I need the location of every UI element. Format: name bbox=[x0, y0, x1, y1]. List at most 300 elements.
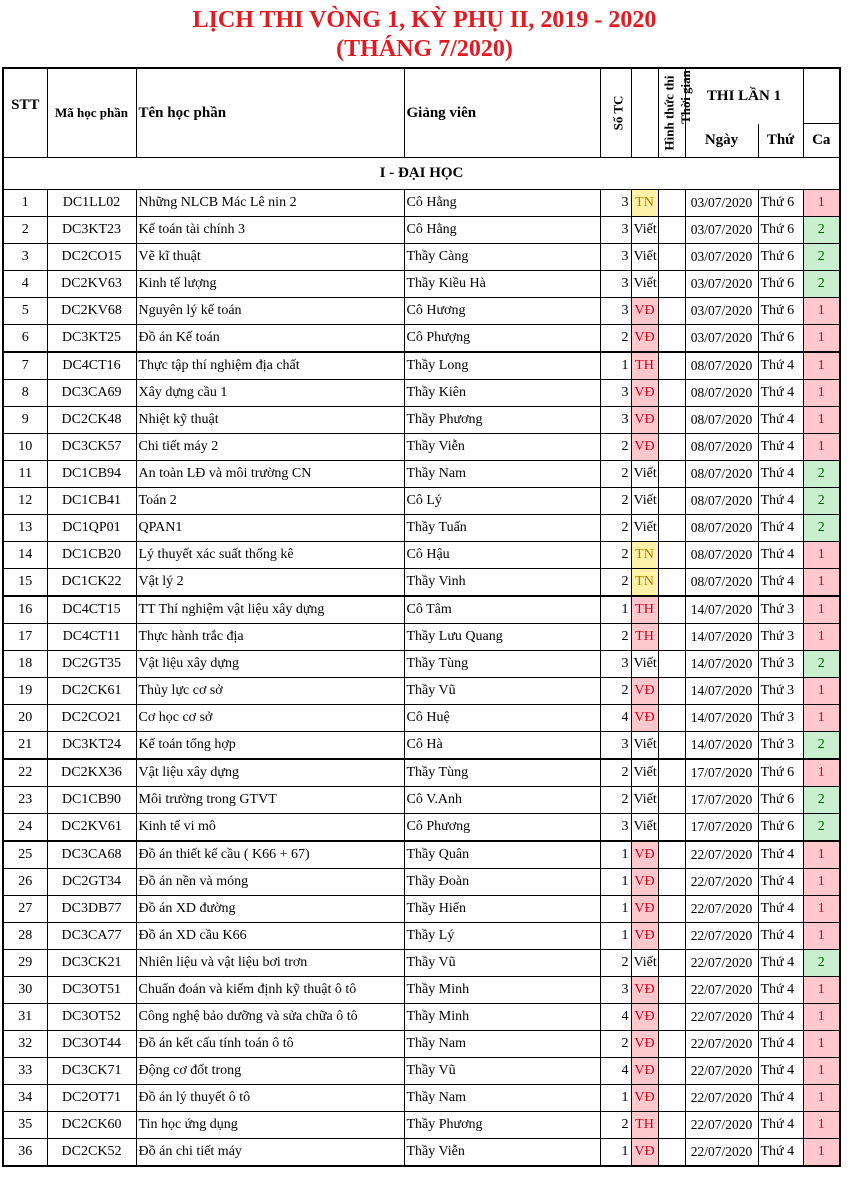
cell-thoi-gian bbox=[658, 217, 685, 244]
header-hinh-thuc-thi: Hình thức thi bbox=[631, 68, 658, 158]
cell-hinh-thuc-thi: Viết bbox=[631, 732, 658, 760]
cell-thoi-gian bbox=[658, 542, 685, 569]
cell-thoi-gian bbox=[658, 434, 685, 461]
cell-ca: 1 bbox=[803, 569, 840, 597]
cell-ten-hoc-phan: Đồ án lý thuyết ô tô bbox=[136, 1085, 404, 1112]
cell-ngay: 08/07/2020 bbox=[685, 434, 758, 461]
cell-hinh-thuc-thi: TH bbox=[631, 1112, 658, 1139]
table-row bbox=[3, 461, 840, 488]
cell-stt: 20 bbox=[3, 705, 47, 732]
cell-ca: 1 bbox=[803, 841, 840, 869]
cell-so-tc: 2 bbox=[600, 950, 631, 977]
header-thoi-gian: Thời gian bbox=[658, 68, 685, 158]
table-row bbox=[3, 1058, 840, 1085]
cell-giang-vien: Thầy Tùng bbox=[404, 759, 600, 787]
cell-thoi-gian bbox=[658, 271, 685, 298]
cell-hinh-thuc-thi: TN bbox=[631, 190, 658, 217]
cell-stt: 23 bbox=[3, 787, 47, 814]
cell-ngay: 14/07/2020 bbox=[685, 596, 758, 624]
cell-ngay: 03/07/2020 bbox=[685, 217, 758, 244]
cell-ten-hoc-phan: QPAN1 bbox=[136, 515, 404, 542]
cell-thoi-gian bbox=[658, 352, 685, 380]
cell-ngay: 14/07/2020 bbox=[685, 624, 758, 651]
cell-ten-hoc-phan: Đồ án XD cầu K66 bbox=[136, 923, 404, 950]
cell-ma-hoc-phan: DC1QP01 bbox=[47, 515, 136, 542]
cell-hinh-thuc-thi: VĐ bbox=[631, 923, 658, 950]
cell-ten-hoc-phan: Đồ án thiết kế cầu ( K66 + 67) bbox=[136, 841, 404, 869]
cell-ma-hoc-phan: DC3OT44 bbox=[47, 1031, 136, 1058]
cell-ca: 1 bbox=[803, 1031, 840, 1058]
cell-hinh-thuc-thi: VĐ bbox=[631, 705, 658, 732]
cell-thoi-gian bbox=[658, 1112, 685, 1139]
cell-giang-vien: Cô Phương bbox=[404, 814, 600, 842]
cell-so-tc: 3 bbox=[600, 244, 631, 271]
cell-so-tc: 4 bbox=[600, 1058, 631, 1085]
cell-thoi-gian bbox=[658, 1058, 685, 1085]
cell-hinh-thuc-thi: Viết bbox=[631, 787, 658, 814]
cell-thu: Thứ 4 bbox=[758, 488, 803, 515]
cell-hinh-thuc-thi: VĐ bbox=[631, 977, 658, 1004]
cell-ten-hoc-phan: Đồ án chi tiết máy bbox=[136, 1139, 404, 1167]
cell-giang-vien: Thầy Viễn bbox=[404, 434, 600, 461]
table-row bbox=[3, 190, 840, 217]
cell-hinh-thuc-thi: VĐ bbox=[631, 407, 658, 434]
cell-hinh-thuc-thi: VĐ bbox=[631, 434, 658, 461]
cell-so-tc: 1 bbox=[600, 896, 631, 923]
cell-hinh-thuc-thi: VĐ bbox=[631, 1004, 658, 1031]
cell-stt: 11 bbox=[3, 461, 47, 488]
cell-thu: Thứ 4 bbox=[758, 841, 803, 869]
cell-hinh-thuc-thi: VĐ bbox=[631, 380, 658, 407]
cell-so-tc: 2 bbox=[600, 759, 631, 787]
cell-giang-vien: Thầy Lưu Quang bbox=[404, 624, 600, 651]
table-row bbox=[3, 705, 840, 732]
cell-ngay: 08/07/2020 bbox=[685, 461, 758, 488]
table-row bbox=[3, 1031, 840, 1058]
cell-ngay: 22/07/2020 bbox=[685, 950, 758, 977]
cell-ca: 2 bbox=[803, 461, 840, 488]
cell-ten-hoc-phan: Vật lý 2 bbox=[136, 569, 404, 597]
cell-giang-vien: Cô Hậu bbox=[404, 542, 600, 569]
cell-ca: 1 bbox=[803, 1004, 840, 1031]
cell-thoi-gian bbox=[658, 298, 685, 325]
cell-giang-vien: Thầy Vũ bbox=[404, 1058, 600, 1085]
cell-thu: Thứ 6 bbox=[758, 325, 803, 353]
cell-stt: 28 bbox=[3, 923, 47, 950]
cell-ca: 1 bbox=[803, 1058, 840, 1085]
cell-stt: 13 bbox=[3, 515, 47, 542]
cell-ca: 1 bbox=[803, 298, 840, 325]
cell-stt: 35 bbox=[3, 1112, 47, 1139]
table-row bbox=[3, 977, 840, 1004]
cell-ca: 2 bbox=[803, 814, 840, 842]
cell-thoi-gian bbox=[658, 896, 685, 923]
cell-ca: 1 bbox=[803, 678, 840, 705]
cell-ten-hoc-phan: Nguyên lý kế toán bbox=[136, 298, 404, 325]
table-row bbox=[3, 869, 840, 896]
table-row bbox=[3, 298, 840, 325]
cell-stt: 34 bbox=[3, 1085, 47, 1112]
table-row bbox=[3, 380, 840, 407]
table-row bbox=[3, 515, 840, 542]
cell-ca: 1 bbox=[803, 624, 840, 651]
cell-thu: Thứ 6 bbox=[758, 271, 803, 298]
cell-ten-hoc-phan: Chuẩn đoán và kiểm định kỹ thuật ô tô bbox=[136, 977, 404, 1004]
table-row bbox=[3, 596, 840, 624]
cell-thu: Thứ 4 bbox=[758, 1085, 803, 1112]
cell-so-tc: 1 bbox=[600, 596, 631, 624]
cell-so-tc: 3 bbox=[600, 407, 631, 434]
cell-ca: 1 bbox=[803, 705, 840, 732]
cell-giang-vien: Thầy Vũ bbox=[404, 678, 600, 705]
cell-thu: Thứ 4 bbox=[758, 407, 803, 434]
cell-ca: 2 bbox=[803, 787, 840, 814]
cell-ca: 1 bbox=[803, 1085, 840, 1112]
cell-stt: 10 bbox=[3, 434, 47, 461]
cell-stt: 32 bbox=[3, 1031, 47, 1058]
cell-hinh-thuc-thi: VĐ bbox=[631, 1139, 658, 1167]
cell-giang-vien: Thầy Nam bbox=[404, 1085, 600, 1112]
cell-giang-vien: Thầy Vinh bbox=[404, 569, 600, 597]
cell-ma-hoc-phan: DC3CA68 bbox=[47, 841, 136, 869]
cell-stt: 25 bbox=[3, 841, 47, 869]
cell-giang-vien: Cô Lý bbox=[404, 488, 600, 515]
table-row bbox=[3, 950, 840, 977]
cell-stt: 33 bbox=[3, 1058, 47, 1085]
cell-so-tc: 1 bbox=[600, 923, 631, 950]
cell-stt: 15 bbox=[3, 569, 47, 597]
cell-stt: 4 bbox=[3, 271, 47, 298]
cell-ten-hoc-phan: Chi tiết máy 2 bbox=[136, 434, 404, 461]
cell-ngay: 22/07/2020 bbox=[685, 1112, 758, 1139]
cell-ngay: 03/07/2020 bbox=[685, 298, 758, 325]
cell-ten-hoc-phan: Động cơ đốt trong bbox=[136, 1058, 404, 1085]
table-row bbox=[3, 217, 840, 244]
cell-ngay: 08/07/2020 bbox=[685, 352, 758, 380]
cell-thu: Thứ 3 bbox=[758, 596, 803, 624]
cell-hinh-thuc-thi: VĐ bbox=[631, 298, 658, 325]
cell-ngay: 17/07/2020 bbox=[685, 759, 758, 787]
cell-ma-hoc-phan: DC2KV68 bbox=[47, 298, 136, 325]
cell-thoi-gian bbox=[658, 977, 685, 1004]
cell-ma-hoc-phan: DC2CK48 bbox=[47, 407, 136, 434]
cell-so-tc: 3 bbox=[600, 380, 631, 407]
cell-ngay: 08/07/2020 bbox=[685, 380, 758, 407]
cell-hinh-thuc-thi: Viết bbox=[631, 488, 658, 515]
header-so-tc: Số TC bbox=[600, 68, 631, 158]
cell-ten-hoc-phan: TT Thí nghiệm vật liệu xây dựng bbox=[136, 596, 404, 624]
cell-hinh-thuc-thi: Viết bbox=[631, 759, 658, 787]
cell-giang-vien: Thầy Đoàn bbox=[404, 869, 600, 896]
cell-ma-hoc-phan: DC3CA77 bbox=[47, 923, 136, 950]
cell-stt: 24 bbox=[3, 814, 47, 842]
cell-thu: Thứ 4 bbox=[758, 1004, 803, 1031]
cell-ma-hoc-phan: DC2KX36 bbox=[47, 759, 136, 787]
cell-ma-hoc-phan: DC3CA69 bbox=[47, 380, 136, 407]
cell-hinh-thuc-thi: VĐ bbox=[631, 869, 658, 896]
cell-thu: Thứ 4 bbox=[758, 1058, 803, 1085]
cell-stt: 8 bbox=[3, 380, 47, 407]
cell-so-tc: 3 bbox=[600, 298, 631, 325]
cell-stt: 21 bbox=[3, 732, 47, 760]
cell-ngay: 03/07/2020 bbox=[685, 244, 758, 271]
cell-ca: 1 bbox=[803, 759, 840, 787]
cell-ten-hoc-phan: Kinh tế lượng bbox=[136, 271, 404, 298]
cell-ngay: 17/07/2020 bbox=[685, 814, 758, 842]
cell-giang-vien: Thầy Hiển bbox=[404, 896, 600, 923]
cell-giang-vien: Thầy Kiều Hà bbox=[404, 271, 600, 298]
cell-thoi-gian bbox=[658, 869, 685, 896]
cell-ca: 2 bbox=[803, 217, 840, 244]
cell-ca: 1 bbox=[803, 596, 840, 624]
cell-ten-hoc-phan: Nhiệt kỹ thuật bbox=[136, 407, 404, 434]
cell-so-tc: 3 bbox=[600, 271, 631, 298]
table-row bbox=[3, 569, 840, 597]
cell-ngay: 22/07/2020 bbox=[685, 923, 758, 950]
cell-thu: Thứ 4 bbox=[758, 1139, 803, 1167]
header-ca: Ca bbox=[803, 124, 840, 158]
cell-thu: Thứ 4 bbox=[758, 869, 803, 896]
cell-ma-hoc-phan: DC1CB20 bbox=[47, 542, 136, 569]
header-ten-hoc-phan: Tên học phần bbox=[136, 68, 404, 158]
cell-thu: Thứ 4 bbox=[758, 542, 803, 569]
cell-thu: Thứ 6 bbox=[758, 814, 803, 842]
cell-ten-hoc-phan: Xây dựng cầu 1 bbox=[136, 380, 404, 407]
table-row bbox=[3, 841, 840, 869]
cell-ten-hoc-phan: Lý thuyết xác suất thống kê bbox=[136, 542, 404, 569]
cell-ma-hoc-phan: DC2CK60 bbox=[47, 1112, 136, 1139]
cell-thu: Thứ 6 bbox=[758, 190, 803, 217]
cell-hinh-thuc-thi: Viết bbox=[631, 651, 658, 678]
cell-hinh-thuc-thi: Viết bbox=[631, 950, 658, 977]
cell-ma-hoc-phan: DC3KT24 bbox=[47, 732, 136, 760]
cell-ca: 2 bbox=[803, 515, 840, 542]
table-row bbox=[3, 1004, 840, 1031]
cell-giang-vien: Thầy Phương bbox=[404, 1112, 600, 1139]
cell-hinh-thuc-thi: VĐ bbox=[631, 325, 658, 353]
cell-so-tc: 4 bbox=[600, 705, 631, 732]
cell-hinh-thuc-thi: TH bbox=[631, 352, 658, 380]
table-row bbox=[3, 1112, 840, 1139]
cell-ngay: 14/07/2020 bbox=[685, 732, 758, 760]
table-row bbox=[3, 1139, 840, 1167]
cell-thoi-gian bbox=[658, 461, 685, 488]
cell-hinh-thuc-thi: VĐ bbox=[631, 896, 658, 923]
cell-giang-vien: Thầy Minh bbox=[404, 977, 600, 1004]
table-row bbox=[3, 271, 840, 298]
cell-ca: 1 bbox=[803, 434, 840, 461]
header-thi-lan-1: THI LẦN 1 bbox=[685, 68, 803, 124]
cell-thoi-gian bbox=[658, 488, 685, 515]
cell-hinh-thuc-thi: VĐ bbox=[631, 1085, 658, 1112]
cell-hinh-thuc-thi: Viết bbox=[631, 461, 658, 488]
cell-so-tc: 1 bbox=[600, 869, 631, 896]
cell-thoi-gian bbox=[658, 923, 685, 950]
cell-ten-hoc-phan: Đồ án nền và móng bbox=[136, 869, 404, 896]
cell-stt: 6 bbox=[3, 325, 47, 353]
cell-thu: Thứ 6 bbox=[758, 244, 803, 271]
cell-thoi-gian bbox=[658, 678, 685, 705]
header-ngay: Ngày bbox=[685, 124, 758, 158]
cell-ten-hoc-phan: Công nghệ bảo dưỡng và sửa chữa ô tô bbox=[136, 1004, 404, 1031]
cell-ten-hoc-phan: Vật liệu xây dựng bbox=[136, 651, 404, 678]
cell-thoi-gian bbox=[658, 380, 685, 407]
cell-ca: 1 bbox=[803, 542, 840, 569]
cell-ngay: 08/07/2020 bbox=[685, 542, 758, 569]
cell-ten-hoc-phan: Những NLCB Mác Lê nin 2 bbox=[136, 190, 404, 217]
cell-thu: Thứ 4 bbox=[758, 380, 803, 407]
table-row bbox=[3, 923, 840, 950]
cell-thu: Thứ 4 bbox=[758, 569, 803, 597]
section-header: I - ĐẠI HỌC bbox=[3, 158, 840, 190]
cell-thoi-gian bbox=[658, 732, 685, 760]
cell-thu: Thứ 3 bbox=[758, 732, 803, 760]
cell-giang-vien: Thầy Nam bbox=[404, 1031, 600, 1058]
cell-thu: Thứ 4 bbox=[758, 434, 803, 461]
cell-hinh-thuc-thi: VĐ bbox=[631, 841, 658, 869]
cell-ngay: 22/07/2020 bbox=[685, 896, 758, 923]
cell-so-tc: 1 bbox=[600, 1085, 631, 1112]
cell-giang-vien: Cô Hà bbox=[404, 732, 600, 760]
cell-giang-vien: Cô V.Anh bbox=[404, 787, 600, 814]
cell-ma-hoc-phan: DC2KV63 bbox=[47, 271, 136, 298]
cell-so-tc: 2 bbox=[600, 569, 631, 597]
cell-so-tc: 3 bbox=[600, 190, 631, 217]
cell-ca: 1 bbox=[803, 923, 840, 950]
cell-stt: 18 bbox=[3, 651, 47, 678]
cell-thoi-gian bbox=[658, 190, 685, 217]
table-row bbox=[3, 787, 840, 814]
cell-ma-hoc-phan: DC1CK22 bbox=[47, 569, 136, 597]
cell-giang-vien: Cô Hằng bbox=[404, 217, 600, 244]
cell-ma-hoc-phan: DC1CB41 bbox=[47, 488, 136, 515]
cell-so-tc: 2 bbox=[600, 542, 631, 569]
cell-stt: 22 bbox=[3, 759, 47, 787]
cell-ngay: 17/07/2020 bbox=[685, 787, 758, 814]
cell-so-tc: 3 bbox=[600, 651, 631, 678]
cell-thoi-gian bbox=[658, 705, 685, 732]
cell-ma-hoc-phan: DC3CK21 bbox=[47, 950, 136, 977]
cell-thoi-gian bbox=[658, 515, 685, 542]
cell-stt: 29 bbox=[3, 950, 47, 977]
cell-thoi-gian bbox=[658, 624, 685, 651]
cell-thoi-gian bbox=[658, 787, 685, 814]
cell-thoi-gian bbox=[658, 950, 685, 977]
cell-hinh-thuc-thi: VĐ bbox=[631, 1058, 658, 1085]
cell-thoi-gian bbox=[658, 407, 685, 434]
cell-ca: 1 bbox=[803, 1139, 840, 1167]
cell-ma-hoc-phan: DC3DB77 bbox=[47, 896, 136, 923]
cell-hinh-thuc-thi: TH bbox=[631, 596, 658, 624]
cell-ca: 2 bbox=[803, 271, 840, 298]
cell-thoi-gian bbox=[658, 651, 685, 678]
cell-ngay: 08/07/2020 bbox=[685, 569, 758, 597]
cell-ngay: 14/07/2020 bbox=[685, 678, 758, 705]
cell-so-tc: 2 bbox=[600, 325, 631, 353]
cell-thoi-gian bbox=[658, 569, 685, 597]
cell-stt: 31 bbox=[3, 1004, 47, 1031]
table-row bbox=[3, 542, 840, 569]
cell-so-tc: 3 bbox=[600, 217, 631, 244]
cell-ma-hoc-phan: DC3CK71 bbox=[47, 1058, 136, 1085]
header-stt: STT bbox=[3, 68, 47, 158]
table-row bbox=[3, 896, 840, 923]
cell-ma-hoc-phan: DC3KT23 bbox=[47, 217, 136, 244]
cell-so-tc: 2 bbox=[600, 678, 631, 705]
cell-ma-hoc-phan: DC4CT11 bbox=[47, 624, 136, 651]
header-giang-vien: Giảng viên bbox=[404, 68, 600, 158]
cell-ca: 1 bbox=[803, 869, 840, 896]
cell-stt: 27 bbox=[3, 896, 47, 923]
cell-ca: 1 bbox=[803, 352, 840, 380]
cell-so-tc: 2 bbox=[600, 787, 631, 814]
cell-giang-vien: Cô Hương bbox=[404, 298, 600, 325]
table-row bbox=[3, 814, 840, 842]
cell-ma-hoc-phan: DC3OT52 bbox=[47, 1004, 136, 1031]
cell-ngay: 08/07/2020 bbox=[685, 515, 758, 542]
cell-thu: Thứ 4 bbox=[758, 1112, 803, 1139]
cell-thu: Thứ 3 bbox=[758, 705, 803, 732]
cell-so-tc: 2 bbox=[600, 1112, 631, 1139]
cell-thu: Thứ 4 bbox=[758, 352, 803, 380]
cell-ma-hoc-phan: DC1LL02 bbox=[47, 190, 136, 217]
header-ma-hoc-phan: Mã học phần bbox=[47, 68, 136, 158]
cell-ten-hoc-phan: Vật liệu xây dựng bbox=[136, 759, 404, 787]
table-row bbox=[3, 244, 840, 271]
table-row bbox=[3, 651, 840, 678]
cell-so-tc: 1 bbox=[600, 352, 631, 380]
cell-ma-hoc-phan: DC4CT16 bbox=[47, 352, 136, 380]
cell-so-tc: 2 bbox=[600, 434, 631, 461]
cell-thu: Thứ 4 bbox=[758, 896, 803, 923]
cell-thu: Thứ 6 bbox=[758, 787, 803, 814]
cell-ngay: 03/07/2020 bbox=[685, 271, 758, 298]
cell-giang-vien: Thầy Viễn bbox=[404, 1139, 600, 1167]
cell-so-tc: 2 bbox=[600, 461, 631, 488]
cell-ngay: 03/07/2020 bbox=[685, 190, 758, 217]
cell-stt: 3 bbox=[3, 244, 47, 271]
table-row bbox=[3, 488, 840, 515]
cell-hinh-thuc-thi: Viết bbox=[631, 217, 658, 244]
cell-so-tc: 3 bbox=[600, 814, 631, 842]
cell-hinh-thuc-thi: VĐ bbox=[631, 1031, 658, 1058]
cell-ten-hoc-phan: Tin học ứng dụng bbox=[136, 1112, 404, 1139]
table-row bbox=[3, 678, 840, 705]
page-title: LỊCH THI VÒNG 1, KỲ PHỤ II, 2019 - 2020 bbox=[192, 7, 657, 33]
cell-stt: 26 bbox=[3, 869, 47, 896]
cell-stt: 16 bbox=[3, 596, 47, 624]
cell-thoi-gian bbox=[658, 814, 685, 842]
cell-stt: 36 bbox=[3, 1139, 47, 1167]
cell-ca: 2 bbox=[803, 651, 840, 678]
header-blank bbox=[803, 68, 840, 124]
cell-thu: Thứ 6 bbox=[758, 298, 803, 325]
cell-thu: Thứ 4 bbox=[758, 461, 803, 488]
cell-thu: Thứ 4 bbox=[758, 515, 803, 542]
cell-hinh-thuc-thi: Viết bbox=[631, 515, 658, 542]
cell-ma-hoc-phan: DC2CO21 bbox=[47, 705, 136, 732]
cell-giang-vien: Thầy Nam bbox=[404, 461, 600, 488]
cell-ten-hoc-phan: Môi trường trong GTVT bbox=[136, 787, 404, 814]
table-row bbox=[3, 407, 840, 434]
cell-ma-hoc-phan: DC3KT25 bbox=[47, 325, 136, 353]
cell-stt: 2 bbox=[3, 217, 47, 244]
cell-thoi-gian bbox=[658, 1139, 685, 1167]
cell-so-tc: 3 bbox=[600, 732, 631, 760]
cell-so-tc: 1 bbox=[600, 841, 631, 869]
cell-ngay: 22/07/2020 bbox=[685, 1085, 758, 1112]
cell-so-tc: 1 bbox=[600, 1139, 631, 1167]
